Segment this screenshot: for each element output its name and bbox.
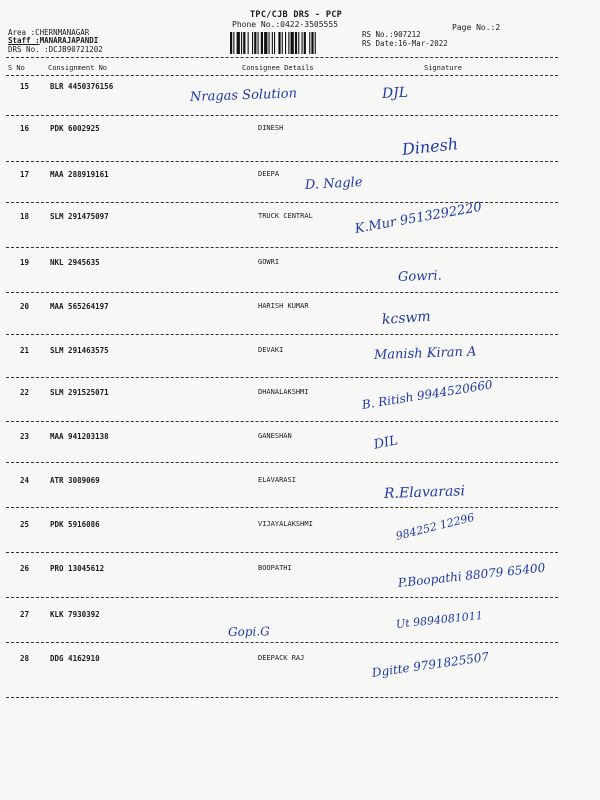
row-sno: 19 — [20, 258, 30, 267]
row-consignment-no: MAA 941203138 — [50, 432, 109, 441]
barcode-bar — [243, 32, 245, 54]
barcode-bar — [298, 32, 299, 54]
row-divider — [6, 334, 558, 335]
handwritten-consignee-name: Gopi.G — [227, 624, 270, 639]
column-header-consignment: Consignment No — [48, 64, 108, 72]
row-divider — [6, 462, 558, 463]
row-signature-area — [360, 377, 570, 428]
row-sno: 15 — [20, 82, 30, 91]
row-sno: 18 — [20, 212, 30, 221]
row-signature-area — [360, 82, 570, 122]
row-signature-area — [360, 610, 570, 650]
row-consignee: BOOPATHI — [258, 564, 292, 572]
handwritten-signature: Dgitte 9791825507 — [371, 649, 490, 680]
row-consignment-no: SLM 291475097 — [50, 212, 109, 221]
row-consignee: TRUCK CENTRAL — [258, 212, 313, 220]
row-sno: 22 — [20, 388, 30, 397]
barcode — [230, 32, 352, 54]
sheet-title: TPC/CJB DRS - PCP — [250, 10, 343, 20]
row-consignment-no: MAA 565264197 — [50, 302, 109, 311]
row-signature-area — [360, 560, 570, 604]
table-row — [0, 432, 600, 472]
barcode-bar — [285, 32, 286, 54]
page-number: Page No.:2 — [452, 23, 501, 32]
barcode-bar — [258, 32, 259, 54]
row-divider — [6, 421, 558, 422]
barcode-bar — [315, 32, 316, 54]
row-sno: 27 — [20, 610, 30, 619]
barcode-bar — [272, 32, 273, 54]
column-header-consignee: Consignee Details — [242, 64, 314, 72]
barcode-bar — [230, 32, 232, 54]
row-sno: 17 — [20, 170, 30, 179]
row-sno: 16 — [20, 124, 30, 133]
handwritten-signature: D. Nagle — [304, 174, 363, 193]
table-row — [0, 510, 600, 560]
row-sno: 25 — [20, 520, 30, 529]
row-consignment-no: SLM 291525071 — [50, 388, 109, 397]
row-consignment-no: PDK 5916086 — [50, 520, 100, 529]
row-consignment-no: BLR 4450376156 — [50, 82, 114, 91]
barcode-bar — [261, 32, 263, 54]
row-consignment-no: NKL 2945635 — [50, 258, 100, 267]
row-divider — [6, 161, 558, 162]
rs-date: RS Date:16-Mar-2022 — [362, 39, 448, 48]
row-consignment-no: PDK 6002925 — [50, 124, 100, 133]
row-consignment-no: DDG 4162910 — [50, 654, 100, 663]
drs-number: DRS No. :DCJB90721202 — [8, 45, 103, 54]
handwritten-signature: P.Boopathi 88079 65400 — [397, 560, 546, 590]
table-row — [0, 476, 600, 516]
row-divider — [6, 552, 558, 553]
table-row — [0, 649, 600, 694]
row-divider — [6, 292, 558, 293]
staff-name: MANARAJAPANDI — [39, 36, 99, 45]
handwritten-consignee-name: Nragas Solution — [189, 86, 298, 105]
table-row — [0, 610, 600, 650]
rs-number: RS No.:907212 — [362, 30, 421, 39]
row-consignee: GOWRI — [258, 258, 280, 266]
row-sno: 28 — [20, 654, 30, 663]
staff-label: Staff : — [8, 36, 40, 45]
barcode-bar — [233, 32, 234, 54]
row-sno: 21 — [20, 346, 30, 355]
row-consignment-no: KLK 7930392 — [50, 610, 100, 619]
row-consignee: VIJAYALAKSHMI — [258, 520, 313, 528]
barcode-bar — [237, 32, 240, 54]
row-consignee: HARISH KUMAR — [258, 302, 309, 310]
row-signature-area — [360, 510, 570, 560]
barcode-bar — [254, 32, 256, 54]
row-consignee: DINESH — [258, 124, 284, 132]
row-consignment-no: MAA 288919161 — [50, 170, 109, 179]
row-signature-area — [353, 199, 570, 252]
barcode-bar — [269, 32, 270, 54]
row-divider — [6, 507, 558, 508]
handwritten-signature: K.Mur 9513292220 — [353, 199, 483, 237]
phone-number: Phone No.:0422-3505555 — [232, 20, 338, 29]
column-header-sno: S No — [8, 64, 25, 72]
handwritten-signature: Dinesh — [401, 134, 459, 159]
row-consignee: DHANALAKSHMI — [258, 388, 309, 396]
handwritten-signature: DIL — [372, 433, 400, 453]
barcode-bar — [252, 32, 253, 54]
table-row — [0, 82, 600, 122]
row-sno: 20 — [20, 302, 30, 311]
staff-field — [8, 36, 98, 45]
barcode-bar — [311, 32, 313, 54]
barcode-bar — [278, 32, 280, 54]
row-divider — [6, 115, 558, 116]
barcode-bar — [248, 32, 249, 54]
handwritten-signature: Ut 9894081011 — [395, 608, 484, 631]
row-signature-area — [360, 124, 570, 164]
row-consignment-no: PRO 13045612 — [50, 564, 105, 573]
row-consignment-no: SLM 291463575 — [50, 346, 109, 355]
table-row — [0, 124, 600, 164]
row-sno: 23 — [20, 432, 30, 441]
barcode-bar — [291, 32, 294, 54]
barcode-bar — [282, 32, 283, 54]
table-row — [0, 560, 600, 604]
barcode-bar — [302, 32, 303, 54]
area-field: Area :CHERNMANAGAR — [8, 28, 90, 37]
row-sno: 26 — [20, 564, 30, 573]
table-row — [0, 302, 600, 342]
column-header-signature: Signature — [424, 64, 462, 72]
handwritten-signature: DJL — [381, 84, 409, 102]
divider-line — [6, 57, 558, 58]
row-consignee: DEVAKI — [258, 346, 284, 354]
handwritten-signature: Gowri. — [397, 268, 443, 285]
row-divider — [6, 247, 558, 248]
table-row — [0, 377, 600, 428]
divider-line — [6, 75, 558, 76]
barcode-bar — [264, 32, 267, 54]
handwritten-signature: B. Ritish 9944520660 — [360, 377, 494, 412]
row-consignee: ELAVARASI — [258, 476, 296, 484]
row-consignee: GANESHAN — [258, 432, 292, 440]
barcode-bar — [241, 32, 242, 54]
row-consignee: DEEPACK RAJ — [258, 654, 305, 662]
barcode-bar — [288, 32, 289, 54]
row-divider — [6, 202, 558, 203]
table-row — [0, 346, 600, 386]
row-sno: 24 — [20, 476, 30, 485]
handwritten-signature: Manish Kiran A — [373, 344, 477, 363]
table-row — [0, 199, 600, 252]
row-divider — [6, 597, 558, 598]
barcode-bar — [274, 32, 275, 54]
barcode-bar — [295, 32, 297, 54]
handwritten-signature: 984252 12296 — [394, 510, 476, 543]
row-consignment-no: ATR 3089069 — [50, 476, 100, 485]
row-signature-area — [360, 476, 570, 516]
row-signature-area — [360, 346, 570, 386]
row-signature-area — [360, 432, 570, 472]
row-divider — [6, 642, 558, 643]
row-divider — [6, 377, 558, 378]
row-signature-area — [360, 302, 570, 342]
row-divider — [6, 697, 558, 698]
barcode-bar — [309, 32, 310, 54]
row-consignee: DEEPA — [258, 170, 280, 178]
handwritten-signature: kcswm — [381, 308, 432, 328]
handwritten-signature: R.Elavarasi — [383, 483, 466, 502]
table-row — [0, 170, 600, 210]
row-signature-area — [360, 649, 570, 694]
barcode-bar — [304, 32, 306, 54]
